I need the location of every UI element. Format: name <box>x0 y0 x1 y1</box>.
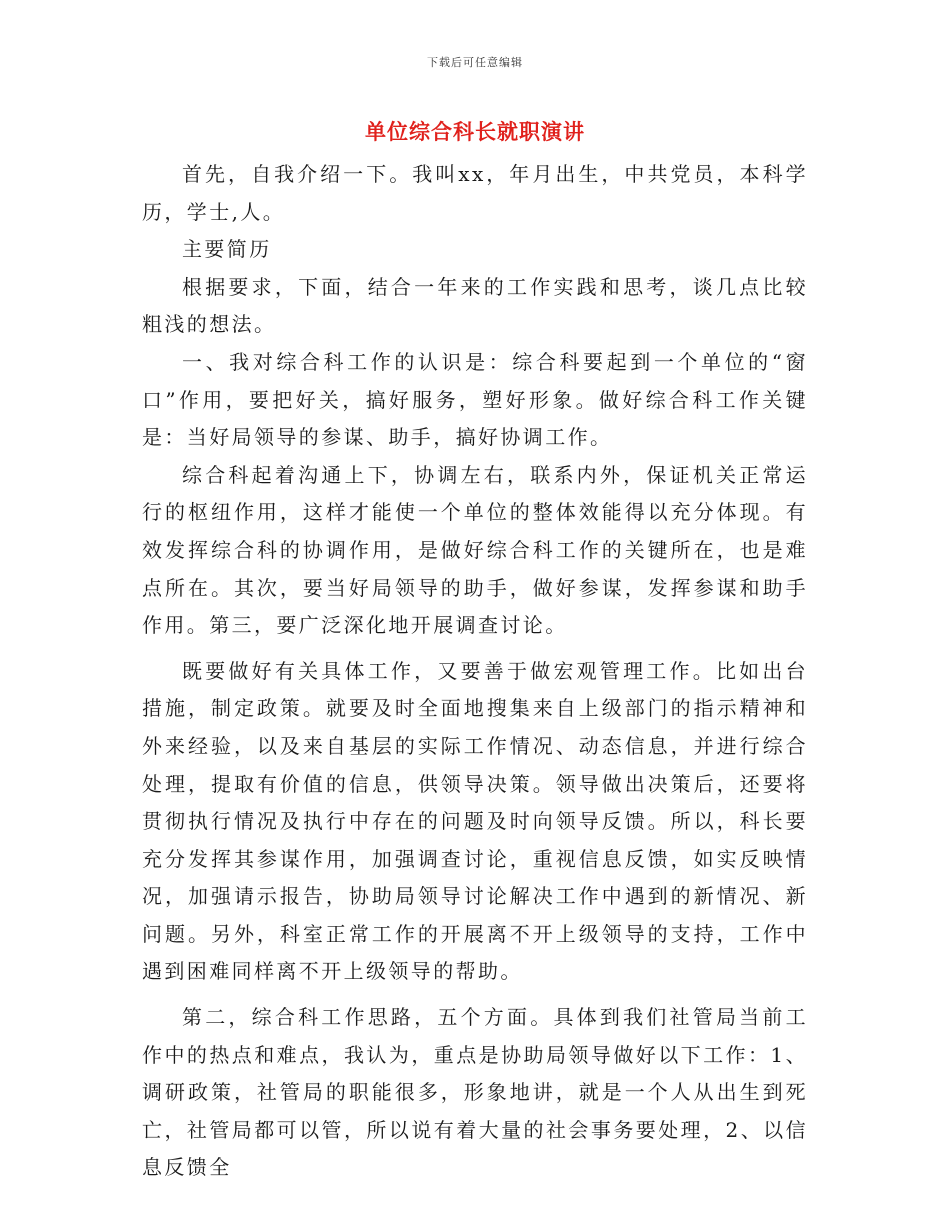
paragraph-point-one: 一、我对综合科工作的认识是：综合科要起到一个单位的“窗口”作用，要把好关，搞好服务，塑好形象。做好综合科工作关键是：当好局领导的参谋、助手，搞好协调工作。 <box>142 349 808 450</box>
header-note: 下载后可任意编辑 <box>427 56 523 69</box>
paragraph-macro-management: 既要做好有关具体工作，又要善于做宏观管理工作。比如出台措施，制定政策。就要及时全面地搜集来自上级部门的指示精神和外来经验，以及来自基层的实际工作情况、动态信息，并进行综合处理，提取有价值的信息，供领导决策。领导做出决策后，还要将贯彻执行情况及执行中存在的问题及时向领导反馈。所以，科长要充分发挥其参谋作用，加强调查讨论，重视信息反馈，如实反映情况，加强请示报告，协助局领导讨论解决工作中遇到的新情况、新问题。另外，科室正常工作的开展离不开上级领导的支持，工作中遇到困难同样离不开上级领导的帮助。 <box>142 658 808 984</box>
paragraph-resume-heading: 主要简历 <box>182 237 272 262</box>
document-title: 单位综合科长就职演讲 <box>365 119 585 144</box>
document-body <box>142 156 808 1187</box>
paragraph-intro: 首先，自我介绍一下。我叫xx，年月出生，中共党员，本科学历，学士,人。 <box>142 162 808 224</box>
paragraph-coordination: 综合科起着沟通上下，协调左右，联系内外，保证机关正常运行的枢纽作用，这样才能使一个单位的整体效能得以充分体现。有效发挥综合科的协调作用，是做好综合科工作的关键所在，也是难点所在。其次，要当好局领导的助手，做好参谋，发挥参谋和助手作用。第三，要广泛深化地开展调查讨论。 <box>142 462 808 638</box>
paragraph-preface: 根据要求，下面，结合一年来的工作实践和思考，谈几点比较粗浅的想法。 <box>142 274 808 337</box>
paragraph-point-two: 第二，综合科工作思路，五个方面。具体到我们社管局当前工作中的热点和难点，我认为，重点是协助局领导做好以下工作：1、调研政策，社管局的职能很多，形象地讲，就是一个人从出生到死亡，社管局都可以管，所以说有着大量的社会事务要处理，2、以信息反馈全 <box>142 1005 808 1180</box>
